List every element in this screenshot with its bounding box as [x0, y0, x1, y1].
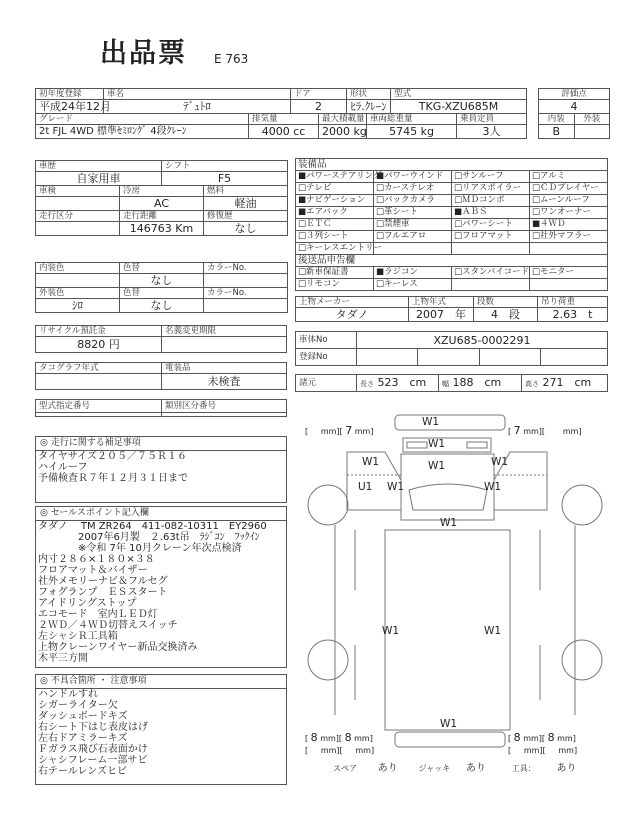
label-grade: グレード: [36, 114, 249, 125]
length: 523 cm: [377, 375, 427, 389]
label-spare: スペア: [333, 764, 357, 773]
note-line: 右テールレンズヒビ: [38, 766, 127, 777]
equipment-item: [530, 243, 608, 255]
note-line: ※令和 7年 10月クレーン年次点検済: [38, 543, 242, 554]
note-line: 内寸２８６×１８０×３８: [38, 554, 155, 565]
body-year: 2007 年: [409, 308, 474, 322]
equipment-item: [452, 243, 530, 255]
label-jack: ジャッキ: [418, 764, 451, 773]
damage-mark: W1: [428, 460, 446, 472]
section-header: 後送品申告欄: [296, 255, 608, 267]
equipment-item: □革シート: [374, 207, 452, 219]
damage-mark: W1: [440, 718, 458, 730]
note-line: 左右ドアミラーキズ: [38, 733, 128, 744]
dimensions-table: [295, 374, 608, 392]
equipment-item: ■パワーステアリング: [296, 171, 374, 183]
spare: あり: [377, 763, 398, 774]
gross-weight: 5745 kg: [367, 125, 457, 139]
electric: 未検査: [162, 374, 287, 390]
ac: AC: [120, 197, 204, 211]
type-no-table: [35, 399, 287, 417]
mileage: 146763 Km: [120, 222, 204, 236]
damage-mark: W1: [362, 456, 380, 468]
bullet-icon: ◎: [40, 508, 51, 518]
vehicle-table: [35, 88, 527, 139]
label-name-change: 名義変更期限: [162, 326, 287, 337]
equipment-item: [452, 279, 530, 291]
tread-rear-left: [ 8 mm][ 8 mm] [ mm][ mm]: [305, 731, 375, 755]
equipment-item: ■ラジコン: [374, 267, 452, 279]
label-first-reg: 初年度登録: [36, 89, 104, 100]
equipment-item: □新車保証書: [296, 267, 374, 279]
repair-history: なし: [204, 222, 288, 236]
note-line: フロアマット＆バイザー: [38, 565, 148, 576]
exterior-score: [574, 125, 610, 139]
label-interior-color: 内装色: [36, 263, 120, 274]
note-line: 予備検査Ｒ７年１２月３１日まで: [38, 473, 188, 484]
label-maker: 上物メーカー: [296, 297, 409, 308]
rating-score: 4: [539, 100, 610, 114]
vehicle-name: ﾃﾞｭﾄﾛ: [104, 100, 291, 114]
note-line: アイドリングストップ: [38, 598, 137, 609]
label-name: 車名: [104, 89, 291, 100]
id-table: [295, 331, 608, 366]
usage: 自家用車: [36, 172, 162, 186]
note-line: 左シャシＲ工具箱: [38, 631, 118, 642]
equipment-item: □フロアマット: [452, 231, 530, 243]
note-line: タイヤサイズ２０５／７５Ｒ１６: [38, 451, 187, 462]
bullet-icon: ◎: [40, 676, 51, 686]
label-width: 幅: [442, 379, 449, 388]
equipment-item: □ＥＴＣ: [296, 219, 374, 231]
jack: あり: [465, 763, 486, 774]
vehicle-damage-diagram: [295, 410, 615, 755]
label-interior: 内装: [539, 114, 575, 125]
label-ext-color-no: カラーNo.: [204, 288, 288, 299]
damage-mark: W1: [484, 481, 502, 493]
recycle-table: [35, 325, 287, 353]
stages: 4 段: [474, 308, 538, 322]
defects-title: 不具合箇所 ・ 注意事項: [50, 676, 147, 686]
max-load: 2000 kg: [319, 125, 367, 139]
note-line: Ｆガラス飛び石表面かけ: [38, 744, 148, 755]
lift-capacity: 2.63 t: [538, 308, 608, 322]
label-capacity: 乗員定員: [457, 114, 527, 125]
label-repair: 修復歴: [204, 211, 288, 222]
label-shift: シフト: [162, 161, 288, 172]
equipment-item: □キーレスエントリー: [296, 243, 374, 255]
interior-score: B: [539, 125, 575, 139]
run-class: [36, 222, 120, 236]
label-inspection: 車検: [36, 186, 120, 197]
running-notes-title: 走行に関する補足事項: [50, 438, 141, 448]
defects: [35, 674, 287, 785]
damage-mark: W1: [387, 481, 405, 493]
label-body-year: 上物年式: [409, 297, 474, 308]
note-line: ２ＷＤ／４ＷＤ切替えスイッチ: [38, 620, 178, 631]
equipment-item: □禁煙車: [374, 219, 452, 231]
bullet-icon: ◎: [40, 438, 51, 448]
equipment-item: □３列シート: [296, 231, 374, 243]
equipment-item: □サンルーフ: [452, 171, 530, 183]
damage-mark: W1: [382, 625, 400, 637]
equipment-item: ■ＡＢＳ: [452, 207, 530, 219]
equipment-item: ■４ＷＤ: [530, 219, 608, 231]
note-line: 右シート下はじ表皮はげ: [38, 722, 148, 733]
equipment-item: □キーレス: [374, 279, 452, 291]
equipment-item: □モニター: [530, 267, 608, 279]
section-header: 装備品: [296, 159, 608, 171]
label-ac: 冷房: [120, 186, 204, 197]
label-chassis-no: 車体No: [296, 332, 357, 349]
note-line: タダノ TM ZR264 411-082-10311 EY2960: [38, 521, 267, 532]
label-displacement: 排気量: [249, 114, 319, 125]
label-lift-capacity: 吊り荷重: [538, 297, 608, 308]
inspection: [36, 197, 120, 211]
exterior-color-change: なし: [120, 299, 204, 313]
label-type-no: 型式指定番号: [36, 400, 162, 413]
damage-mark: W1: [491, 456, 509, 468]
tread-rear-right: [ 8 mm][ 8 mm] [ mm][ mm]: [508, 731, 578, 755]
damage-mark: U1: [358, 481, 373, 493]
note-line: ハンドルすれ: [38, 689, 98, 700]
body-maker: タダノ: [296, 308, 409, 322]
label-model: 型式: [391, 89, 527, 100]
equipment-item: □ムーンルーフ: [530, 195, 608, 207]
displacement: 4000 cc: [249, 125, 319, 139]
damage-mark: W1: [422, 416, 440, 428]
recycle-fee: 8820 円: [36, 337, 162, 353]
height: 271 cm: [542, 375, 592, 389]
damage-mark: W1: [428, 438, 446, 450]
label-exterior: 外装: [574, 114, 610, 125]
label-tacho: タコグラフ年式: [36, 363, 162, 374]
label-gross-weight: 車両総重量: [367, 114, 457, 125]
equipment-item: □パワーシート: [452, 219, 530, 231]
rating-table: [538, 88, 610, 139]
label-max-load: 最大積載量: [319, 114, 367, 125]
fuel: 軽油: [204, 197, 288, 211]
note-line: エコモード 室内ＬＥＤ灯: [38, 609, 158, 620]
note-line: 2007年6月製 ２.63t吊 ﾗｼﾞｺﾝ ﾌｯｸｲﾝ: [38, 532, 260, 543]
equipment-item: [374, 243, 452, 255]
note-line: 上物クレーンワイヤー新品交換済み: [38, 642, 198, 653]
label-usage: 車歴: [36, 161, 162, 172]
label-recycle: リサイクル預託金: [36, 326, 162, 337]
label-doors: ドア: [291, 89, 347, 100]
doors: 2: [291, 100, 347, 114]
label-class-no: 類別区分番号: [162, 400, 287, 413]
equipment-item: □ワンオーナー: [530, 207, 608, 219]
equipment-item: □社外マフラー: [530, 231, 608, 243]
note-line: ダッシュボードキズ: [38, 711, 128, 722]
shape: ﾋﾗ.ｸﾚｰﾝ: [347, 100, 391, 114]
note-line: ハイルーフ: [38, 462, 88, 473]
label-shape: 形状: [347, 89, 391, 100]
equipment-item: ■エアバック: [296, 207, 374, 219]
equipment-item: □スタンバイコード: [452, 267, 530, 279]
label-mileage: 走行距離: [120, 211, 204, 222]
damage-mark: W1: [484, 625, 502, 637]
tools: あり: [556, 763, 577, 774]
label-run-class: 走行区分: [36, 211, 120, 222]
accessories-row: [333, 762, 576, 775]
equipment-item: ■パワーウインド: [374, 171, 452, 183]
equipment-item: □ＣＤプレイヤー: [530, 183, 608, 195]
model: TKG-XZU685M: [391, 100, 527, 114]
page-title: 出品票: [100, 38, 187, 69]
label-stages: 段数: [474, 297, 538, 308]
tacho-table: [35, 362, 287, 390]
equipment-table: [295, 158, 608, 291]
equipment-item: ■ナビゲーション: [296, 195, 374, 207]
color-table: [35, 262, 288, 313]
label-length: 長さ: [360, 379, 374, 388]
label-exterior-color: 外装色: [36, 288, 120, 299]
label-dimensions: 諸元: [296, 375, 357, 392]
running-notes: [35, 436, 287, 503]
sales-points: [35, 506, 287, 668]
equipment-item: □ＭＤコンポ: [452, 195, 530, 207]
capacity: 3人: [457, 125, 527, 139]
shift: F5: [162, 172, 288, 186]
note-line: シガーライター欠: [38, 700, 118, 711]
equipment-item: □リモコン: [296, 279, 374, 291]
grade: 2t FJL 4WD 標準ｾﾐﾛﾝｸﾞ 4段ｸﾚｰﾝ: [36, 125, 249, 139]
equipment-item: □フルエアロ: [374, 231, 452, 243]
history-table: [35, 160, 288, 236]
equipment-item: □バックカメラ: [374, 195, 452, 207]
first-reg: 平成24年12月: [36, 100, 104, 114]
note-line: フォグランプ ＥＳスタート: [38, 587, 168, 598]
note-line: 社外メモリーナビ＆フルセグ: [38, 576, 168, 587]
tread-front-left: [ mm][ 7 mm]: [305, 424, 374, 437]
label-ext-change: 色替: [120, 288, 204, 299]
note-line: 木平三方開: [38, 653, 88, 664]
tread-front-right: [ 7 mm][ mm]: [508, 424, 582, 437]
equipment-item: □テレビ: [296, 183, 374, 195]
chassis-no: XZU685-0002291: [357, 332, 608, 349]
label-height: 高さ: [525, 379, 539, 388]
equipment-item: □アルミ: [530, 171, 608, 183]
note-line: シャシフレーム一部サビ: [38, 755, 148, 766]
exterior-color: ｼﾛ: [36, 299, 120, 313]
label-reg-no: 登録No: [296, 349, 357, 366]
equipment-item: □リアスポイラー: [452, 183, 530, 195]
interior-color-change: なし: [120, 274, 204, 288]
equipment-item: [530, 279, 608, 291]
entry-number: E 763: [214, 52, 249, 66]
label-fuel: 燃料: [204, 186, 288, 197]
equipment-item: □カーステレオ: [374, 183, 452, 195]
label-int-change: 色替: [120, 263, 204, 274]
label-tools: 工具：: [511, 764, 536, 773]
label-rating: 評価点: [539, 89, 610, 100]
body-table: [295, 296, 608, 322]
damage-mark: W1: [440, 517, 458, 529]
label-int-color-no: カラーNo.: [204, 263, 288, 274]
sales-points-title: セールスポイント記入欄: [50, 508, 149, 518]
label-electric: 電装品: [162, 363, 287, 374]
width: 188 cm: [452, 375, 502, 389]
